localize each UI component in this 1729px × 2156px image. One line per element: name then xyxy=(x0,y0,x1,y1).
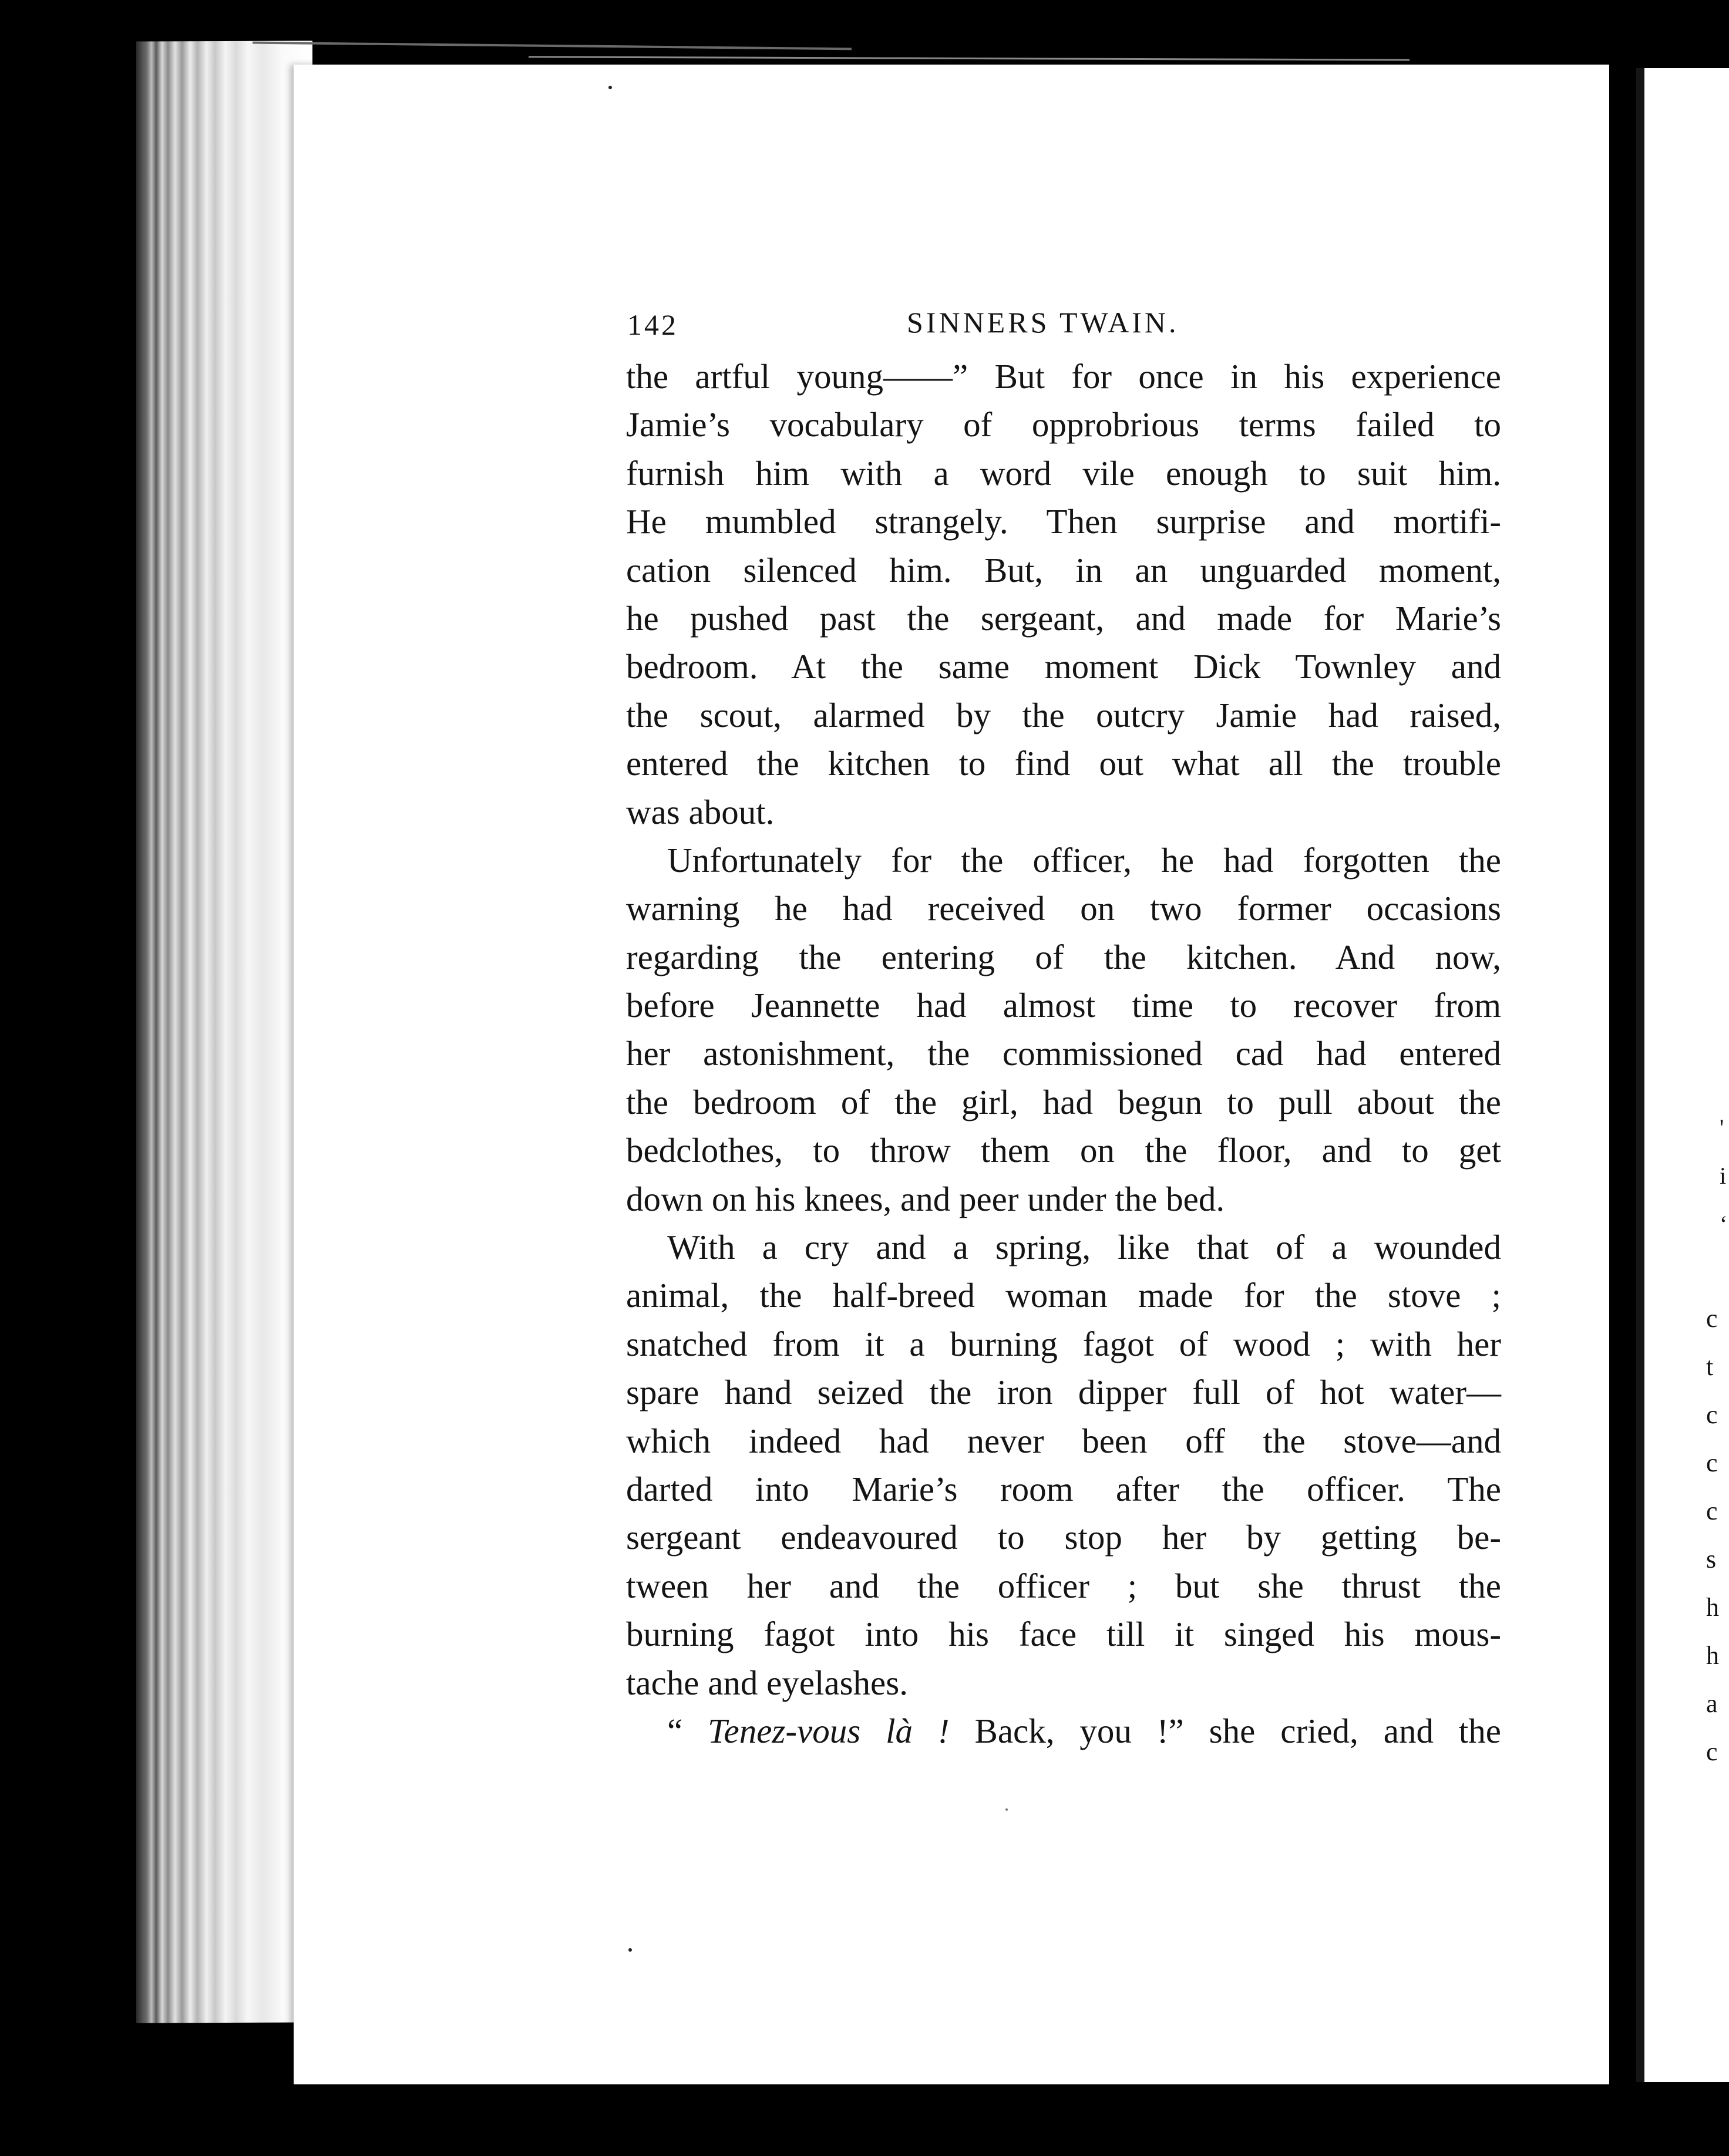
text-line: down on his knees, and peer under the bed. xyxy=(626,1179,1225,1218)
text-line: was about. xyxy=(626,792,775,831)
text-line: animal, the half-breed woman made for the stove ; xyxy=(626,1276,1501,1315)
paragraph-2 xyxy=(626,836,1501,1223)
facing-page-letter: c xyxy=(1706,1304,1718,1333)
text-line: tween her and the officer ; but she thrust the xyxy=(626,1566,1501,1605)
text-line: regarding the entering of the kitchen. And now, xyxy=(626,937,1501,976)
quote-mark: “ xyxy=(667,1711,683,1750)
text-line: warning he had received on two former occasions xyxy=(626,889,1501,928)
text-line: bedclothes, to throw them on the floor, and to get xyxy=(626,1131,1501,1170)
text-line: the scout, alarmed by the outcry Jamie had raised, xyxy=(626,695,1501,735)
scan-speck xyxy=(628,1948,632,1952)
text-line: tache and eyelashes. xyxy=(626,1663,908,1702)
page-number: 142 xyxy=(627,308,678,341)
facing-page-letter: c xyxy=(1706,1400,1718,1429)
text-line: With a cry and a spring, like that of a wounded xyxy=(667,1228,1501,1267)
top-edge-line xyxy=(253,42,852,50)
facing-page-marks xyxy=(1720,1104,1729,1248)
facing-page-letter: h xyxy=(1706,1641,1719,1670)
facing-page-mark: ‘ xyxy=(1720,1211,1728,1237)
paragraph-1 xyxy=(626,352,1501,836)
text-line: snatched from it a burning fagot of wood ; with her xyxy=(626,1324,1501,1363)
text-line: Unfortunately for the officer, he had forgotten the xyxy=(667,840,1501,880)
facing-page-letters xyxy=(1706,1295,1729,1776)
paragraph-3 xyxy=(626,1223,1501,1707)
running-head xyxy=(626,305,1501,352)
text-line: Jamie’s vocabulary of opprobrious terms failed to xyxy=(626,405,1501,444)
text-line: entered the kitchen to find out what all the trouble xyxy=(626,744,1501,783)
text-line: the artful young——” But for once in his experience xyxy=(626,357,1501,396)
page-text-block xyxy=(626,305,1501,1755)
text-line: before Jeannette had almost time to recover from xyxy=(626,986,1501,1025)
page-stack-edge xyxy=(136,41,312,2023)
text-line: he pushed past the sergeant, and made for Marie’s xyxy=(626,598,1501,638)
facing-page-letter: c xyxy=(1706,1448,1718,1477)
running-head-title: SINNERS TWAIN. xyxy=(907,306,1179,339)
facing-page-letter: c xyxy=(1706,1737,1718,1766)
text-line-final xyxy=(626,1707,1501,1755)
text-line: He mumbled strangely. Then surprise and mortifi- xyxy=(626,502,1501,541)
facing-page-letter: h xyxy=(1706,1593,1719,1622)
text-line: spare hand seized the iron dipper full of hot water— xyxy=(626,1373,1501,1412)
facing-page-mark: i xyxy=(1720,1163,1727,1189)
facing-page-letter: t xyxy=(1706,1352,1714,1381)
facing-page-letter: a xyxy=(1706,1689,1718,1718)
text-line: furnish him with a word vile enough to suit him. xyxy=(626,453,1501,493)
text-line: burning fagot into his face till it singed his mous- xyxy=(626,1615,1501,1654)
text-line: which indeed had never been off the stove—and xyxy=(626,1421,1501,1460)
text-line: her astonishment, the commissioned cad had entered xyxy=(626,1034,1501,1073)
facing-page-letter: c xyxy=(1706,1497,1718,1525)
facing-page xyxy=(1636,68,1729,2082)
text-line: cation silenced him. But, in an unguarded moment, xyxy=(626,550,1501,589)
french-exclamation: Tenez-vous là ! xyxy=(708,1711,950,1750)
text-line-remainder: Back, you !” she cried, and the xyxy=(949,1711,1501,1750)
scan-speck xyxy=(1005,1808,1008,1811)
text-line: darted into Marie’s room after the officer. The xyxy=(626,1469,1501,1508)
scan-speck xyxy=(608,86,612,89)
paragraph-4 xyxy=(626,1707,1501,1755)
facing-page-letter: s xyxy=(1706,1545,1717,1574)
top-edge-line xyxy=(529,56,1410,60)
text-line: sergeant endeavoured to stop her by getting be- xyxy=(626,1518,1501,1557)
text-line: bedroom. At the same moment Dick Townley and xyxy=(626,647,1501,686)
facing-page-mark: ' xyxy=(1720,1114,1724,1141)
text-line: the bedroom of the girl, had begun to pull about the xyxy=(626,1082,1501,1121)
